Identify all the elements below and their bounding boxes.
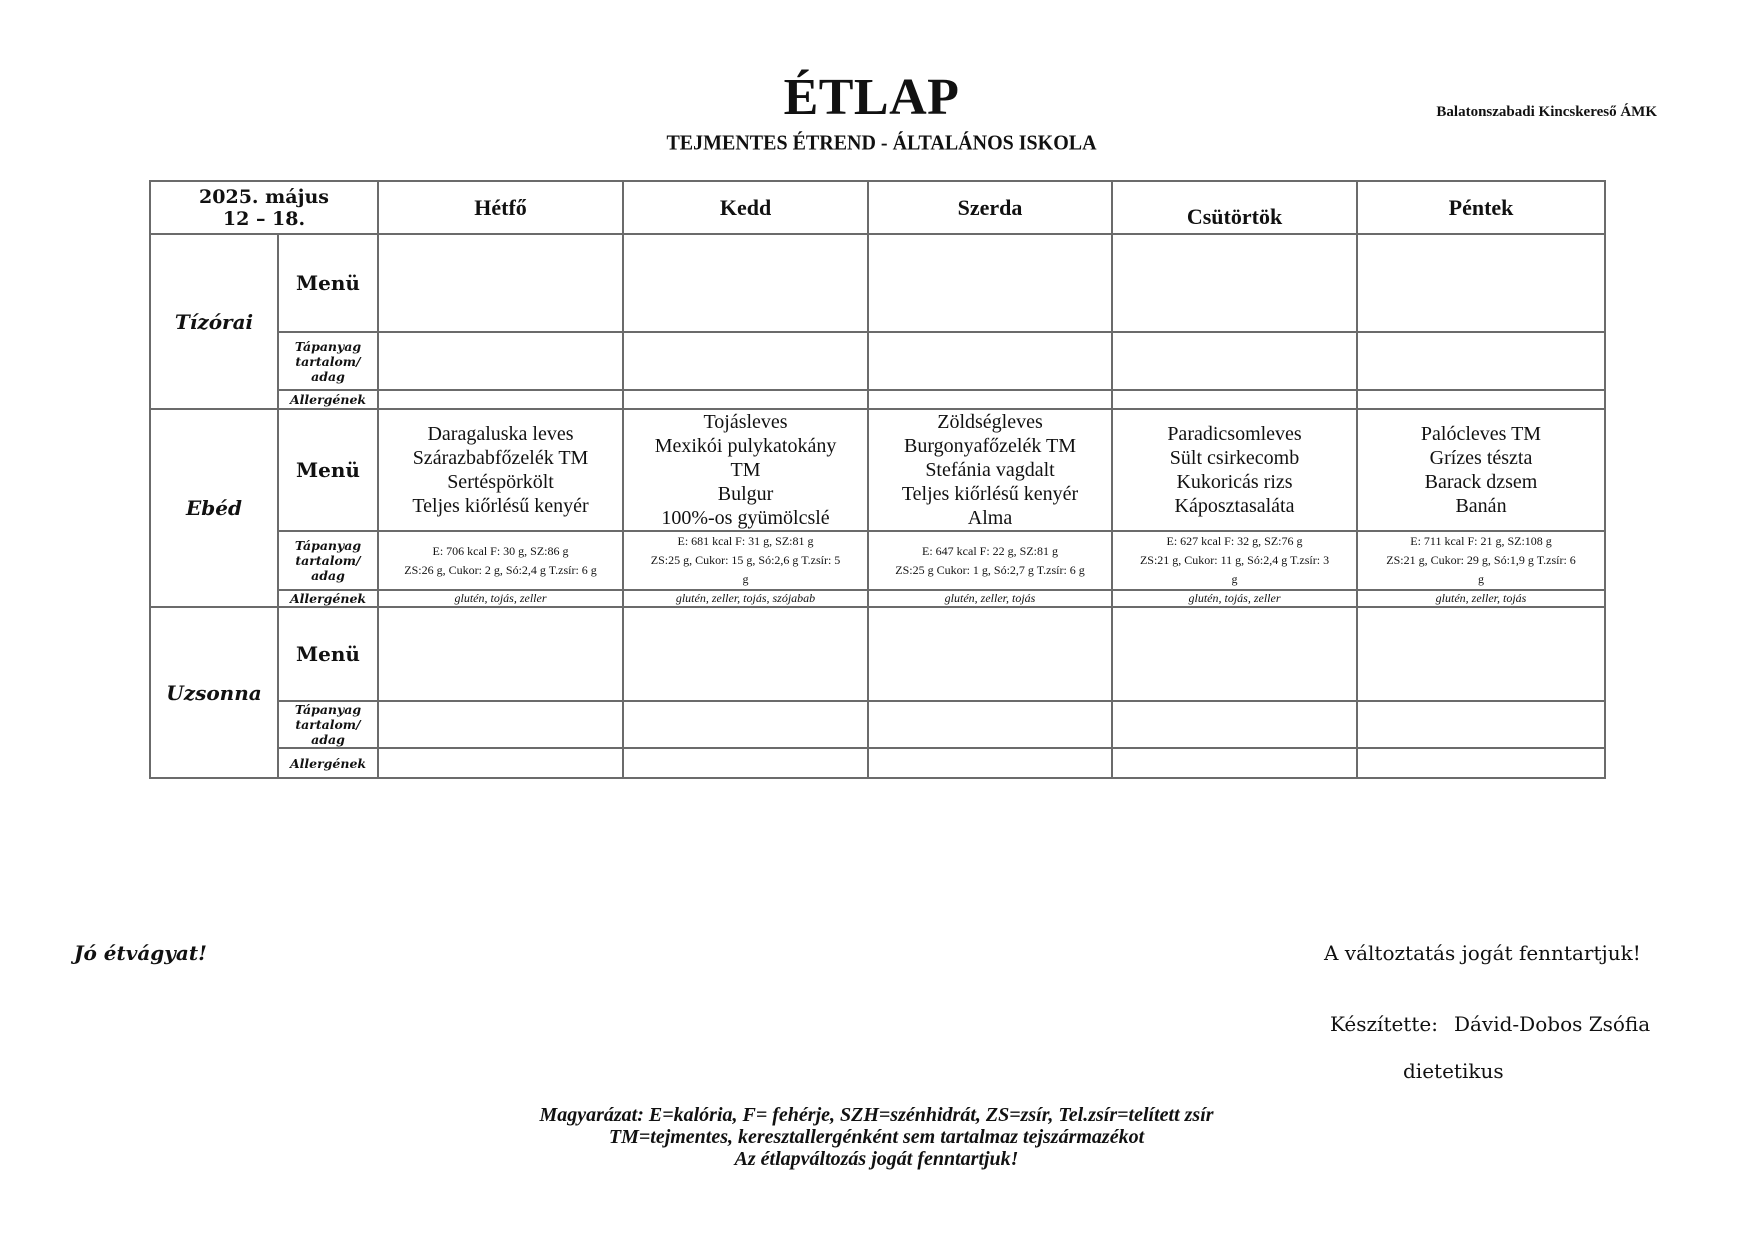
nutrition-line: E: 706 kcal F: 30 g, SZ:86 g <box>432 543 569 558</box>
dish-item: Alma <box>967 507 1013 529</box>
menu-cell <box>378 409 623 531</box>
allergen-cell <box>1112 390 1357 409</box>
nutrition-line: g <box>742 572 749 586</box>
week-date-range: 12 – 18. <box>222 207 306 230</box>
dish-item: Daragaluska leves <box>427 423 574 445</box>
menu-cell <box>1357 607 1605 701</box>
row-label-allergens: Allergének <box>278 390 378 409</box>
row-label-nutrition-part: Tápanyag <box>294 702 362 717</box>
bon-appetit-text: Jó étvágyat! <box>74 941 207 965</box>
menu-cell <box>1112 234 1357 332</box>
meal-row-ebed-menu <box>150 409 1605 531</box>
allergen-cell <box>1357 748 1605 778</box>
nutrition-cell <box>378 531 623 590</box>
nutrition-cell <box>868 332 1112 390</box>
nutrition-cell <box>623 531 868 590</box>
meal-name: Ebéd <box>150 409 278 607</box>
dish-item: Sült csirkecomb <box>1169 447 1300 469</box>
allergen-cell <box>378 390 623 409</box>
dish-item: Sertéspörkölt <box>447 471 554 493</box>
page-subtitle <box>0 131 1753 155</box>
dish-item: Burgonyafőzelék TM <box>904 435 1077 457</box>
day-label: Kedd <box>719 194 772 220</box>
row-label-nutrition-part: Tápanyag <box>294 338 362 354</box>
row-label-allergens: Allergének <box>278 748 378 778</box>
legend-line: Magyarázat: E=kalória, F= fehérje, SZH=szénhidrát, ZS=zsír, Tel.zsír=telített zsír <box>539 1104 1214 1126</box>
header-row <box>150 181 1605 234</box>
allergen-cell <box>623 748 868 778</box>
nutrition-line: E: 711 kcal F: 21 g, SZ:108 g <box>1410 534 1552 548</box>
row-label-nutrition <box>278 332 378 390</box>
dish-item: Grízes tészta <box>1429 447 1533 469</box>
author-line <box>1330 1012 1650 1036</box>
day-label: Csütörtök <box>1186 203 1283 229</box>
day-label: Szerda <box>957 194 1023 220</box>
nutrition-cell <box>623 332 868 390</box>
title-text: ÉTLAP <box>783 69 960 126</box>
row-label-nutrition-part: adag <box>311 568 345 583</box>
meal-row-tizorai-nutrition <box>150 332 1605 390</box>
dish-item: 100%-os gyümölcslé <box>661 507 830 529</box>
nutrition-cell <box>1112 531 1357 590</box>
nutrition-cell <box>868 701 1112 748</box>
nutrition-cell <box>623 701 868 748</box>
dish-item: Mexikói pulykatokány <box>654 435 837 457</box>
nutrition-line: ZS:25 g, Cukor: 15 g, Só:2,6 g T.zsír: 5 <box>650 553 841 567</box>
allergen-cell: glutén, zeller, tojás <box>1357 590 1605 607</box>
menu-cell <box>1357 409 1605 531</box>
dish-item: Káposztasaláta <box>1174 495 1295 517</box>
row-label-nutrition-part: tartalom/ <box>295 717 361 732</box>
menu-cell <box>623 607 868 701</box>
allergen-cell <box>1357 390 1605 409</box>
dish-item: Palócleves TM <box>1420 423 1542 445</box>
row-label-nutrition-part: Tápanyag <box>294 538 362 553</box>
dish-item: Paradicsomleves <box>1167 423 1302 445</box>
nutrition-line: E: 647 kcal F: 22 g, SZ:81 g <box>922 543 1059 558</box>
nutrition-line: g <box>1478 572 1485 586</box>
nutrition-line: ZS:21 g, Cukor: 29 g, Só:1,9 g T.zsír: 6 <box>1386 553 1576 567</box>
subtitle-text: TEJMENTES ÉTREND - ÁLTALÁNOS ISKOLA <box>666 131 1097 155</box>
dish-item: Stefánia vagdalt <box>925 459 1055 481</box>
dish-item: Bulgur <box>717 483 774 505</box>
week-date-month: 2025. május <box>199 185 329 208</box>
allergen-cell: glutén, zeller, tojás <box>868 590 1112 607</box>
allergen-cell <box>1112 748 1357 778</box>
row-label-nutrition-part: adag <box>311 732 345 747</box>
row-label-menu: Menü <box>278 607 378 701</box>
author-label: Készítette: <box>1330 1012 1438 1036</box>
nutrition-cell <box>1112 332 1357 390</box>
institution-name: Balatonszabadi Kincskereső ÁMK <box>1436 104 1657 120</box>
allergen-cell <box>378 748 623 778</box>
row-label-nutrition-part: tartalom/ <box>295 353 361 369</box>
menu-cell <box>1112 607 1357 701</box>
nutrition-line: E: 627 kcal F: 32 g, SZ:76 g <box>1166 534 1303 548</box>
meal-row-tizorai-allergens <box>150 390 1605 409</box>
nutrition-cell <box>868 531 1112 590</box>
row-label-nutrition-part: tartalom/ <box>295 553 361 568</box>
week-date <box>150 181 378 234</box>
abbreviation-legend <box>0 1104 1753 1170</box>
meal-row-ebed-allergens <box>150 590 1605 607</box>
menu-cell <box>868 234 1112 332</box>
allergen-cell: glutén, zeller, tojás, szójabab <box>623 590 868 607</box>
menu-cell <box>378 234 623 332</box>
meal-name: Uzsonna <box>150 607 278 778</box>
day-header-monday <box>378 181 623 234</box>
row-label-nutrition-part: adag <box>311 368 345 384</box>
day-header-friday <box>1357 181 1605 234</box>
nutrition-line: ZS:26 g, Cukor: 2 g, Só:2,4 g T.zsír: 6 g <box>404 562 597 577</box>
dish-item: Tojásleves <box>703 411 788 433</box>
day-header-wednesday <box>868 181 1112 234</box>
row-label-nutrition <box>278 701 378 748</box>
day-label: Hétfő <box>474 194 527 220</box>
nutrition-cell <box>1357 701 1605 748</box>
nutrition-line: ZS:25 g Cukor: 1 g, Só:2,7 g T.zsír: 6 g <box>895 562 1085 577</box>
meal-row-ebed-nutrition <box>150 531 1605 590</box>
nutrition-line: ZS:21 g, Cukor: 11 g, Só:2,4 g T.zsír: 3 <box>1139 553 1330 567</box>
dish-item: Kukoricás rizs <box>1176 471 1293 493</box>
meal-row-uzsonna-allergens <box>150 748 1605 778</box>
legend-line: TM=tejmentes, keresztallergénként sem tartalmaz tejszármazékot <box>608 1126 1145 1148</box>
row-label-nutrition <box>278 531 378 590</box>
allergen-cell: glutén, tojás, zeller <box>378 590 623 607</box>
row-label-menu: Menü <box>278 409 378 531</box>
dish-item: Zöldségleves <box>937 411 1043 433</box>
menu-cell <box>623 234 868 332</box>
meal-row-uzsonna-menu <box>150 607 1605 701</box>
allergen-cell <box>868 748 1112 778</box>
author-name: Dávid-Dobos Zsófia <box>1453 1012 1651 1036</box>
day-header-thursday <box>1112 181 1357 234</box>
dish-item: Szárazbabfőzelék TM <box>412 447 589 469</box>
nutrition-line: g <box>1231 572 1238 586</box>
dish-item: TM <box>730 459 761 481</box>
author-role: dietetikus <box>1403 1059 1504 1083</box>
menu-cell <box>378 607 623 701</box>
allergen-cell: glutén, tojás, zeller <box>1112 590 1357 607</box>
menu-cell <box>1112 409 1357 531</box>
legend-line: Az étlapváltozás jogát fenntartjuk! <box>734 1148 1019 1170</box>
allergen-cell <box>623 390 868 409</box>
nutrition-cell <box>1357 332 1605 390</box>
reserve-note: A változtatás jogát fenntartjuk! <box>1324 941 1641 965</box>
meal-row-tizorai-menu <box>150 234 1605 332</box>
dish-item: Banán <box>1455 495 1507 517</box>
row-label-menu: Menü <box>278 234 378 332</box>
menu-cell <box>623 409 868 531</box>
menu-cell <box>1357 234 1605 332</box>
day-header-tuesday <box>623 181 868 234</box>
nutrition-cell <box>378 332 623 390</box>
menu-cell <box>868 409 1112 531</box>
meal-row-uzsonna-nutrition <box>150 701 1605 748</box>
nutrition-cell <box>1112 701 1357 748</box>
nutrition-cell <box>378 701 623 748</box>
menu-cell <box>868 607 1112 701</box>
allergen-cell <box>868 390 1112 409</box>
dish-item: Barack dzsem <box>1424 471 1538 493</box>
nutrition-cell <box>1357 531 1605 590</box>
nutrition-line: E: 681 kcal F: 31 g, SZ:81 g <box>677 534 814 548</box>
row-label-allergens: Allergének <box>278 590 378 607</box>
dish-item: Teljes kiőrlésű kenyér <box>412 495 589 517</box>
meal-name: Tízórai <box>150 234 278 409</box>
day-label: Péntek <box>1448 194 1514 220</box>
menu-table <box>149 180 1606 779</box>
dish-item: Teljes kiőrlésű kenyér <box>901 483 1079 505</box>
